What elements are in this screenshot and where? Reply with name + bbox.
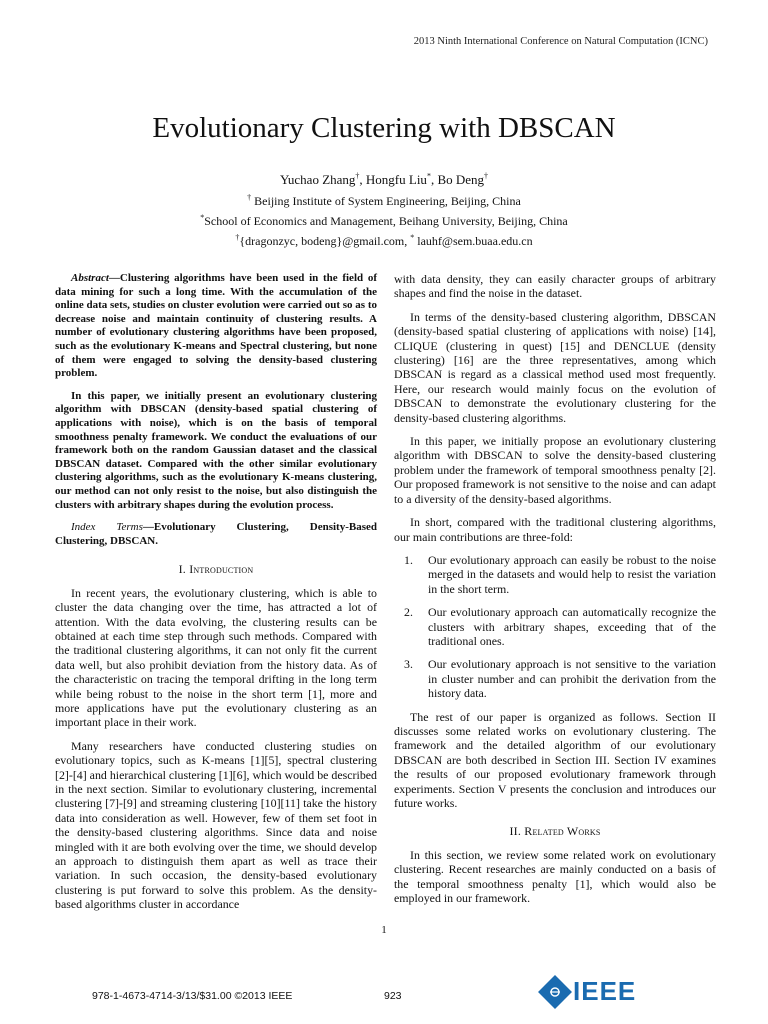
list-item: 3. Our evolutionary approach is not sensitive to the variation in cluster number and can prohibit the derivation from the history data. [404, 657, 716, 701]
body-paragraph: In this section, we review some related work on evolutionary clustering. Recent researches are mainly conducted on a basis of the temporal smoothness penalty [1], which would also be employed in our framework. [394, 847, 716, 906]
abstract-paragraph: Abstract—Clustering algorithms have been used in the field of data mining for such a long time. With the accumulation of the online data sets, studies on cluster evolution were carried out so as to decrease noise and maintain continuity of clustering results. A number of evolutionary clustering algorithms have been proposed, such as the evolutionary K-means and Spectral clustering, but none of them were engaged to solving the density-based clustering problem. [55, 272, 377, 380]
list-item: 2. Our evolutionary approach can automatically recognize the clusters with arbitrary shapes, exceeding that of the traditional ones. [404, 605, 716, 648]
author-name: Yuchao Zhang [279, 172, 356, 187]
section-heading-introduction: I. Introduction [178, 562, 254, 577]
isbn-footer: 978-1-4673-4714-3/13/$31.00 ©2013 IEEE [92, 990, 293, 1002]
list-item: 1. Our evolutionary approach can easily be robust to the noise merged in the datasets and would help to resist the variation in the short term. [404, 552, 716, 596]
proceedings-page-number: 923 [384, 990, 402, 1002]
right-column [394, 272, 716, 914]
affiliation-line: *School of Economics and Management, Beihang University, Beijing, China [200, 213, 568, 228]
index-terms: Index Terms—Evolutionary Clustering, Density-Based Clustering, DBSCAN. [55, 521, 377, 547]
author-name: Bo Deng [437, 172, 485, 187]
page-number: 1 [381, 924, 387, 936]
ieee-diamond-icon [538, 975, 572, 1009]
body-paragraph: In recent years, the evolutionary clustering, which is able to cluster the data changing over the time, has attracted a lot of attention. With the data evolving, the clustering results can be obtained at each time step through such methods. Compared with the traditional clustering algorithms, it can not only fit the current data well, but also prohibit deviation from the history data. As of the characteristic on tracing the temporal drifting in the long term while being robust to the noise in the short term [1], more and more applications have put the evolutionary clustering as an important place in their work. [55, 585, 377, 730]
abstract [55, 272, 377, 512]
author-mark: † [355, 171, 360, 181]
affiliation-line: † Beijing Institute of System Engineering, Beijing, China [247, 193, 521, 208]
abstract-label: Abstract [71, 272, 109, 284]
author-list: Yuchao Zhang†, Hongfu Liu*, Bo Deng† [279, 171, 489, 187]
conference-header: 2013 Ninth International Conference on Natural Computation (ICNC) [413, 36, 708, 47]
ieee-logo-text: IEEE [573, 976, 637, 1006]
body-paragraph: In terms of the density-based clustering algorithm, DBSCAN (density-based spatial clustering of applications with noise) [14], CLIQUE (clustering in quest) [15] and DENCLUE (density clustering) [16] are the three representatives, among which DBSCAN is regard as a classical method used most frequently. Here, our research would mainly focus on the evolution of DBSCAN to demonstrate the evolutionary clustering for the density-based clustering algorithms. [394, 309, 716, 425]
ieee-logo [543, 976, 636, 1007]
body-paragraph: In this paper, we initially propose an evolutionary clustering algorithm with DBSCAN to solve the density-based clustering problem under the framework of temporal smoothness penalty [2]. Our proposed framework is not sensitive to the noise and can adapt to a diversity of the density-based algorithms. [394, 434, 716, 506]
affiliation-block [0, 191, 768, 251]
contribution-list [394, 553, 716, 701]
paper-title: Evolutionary Clustering with DBSCAN [152, 112, 616, 144]
body-paragraph: with data density, they can easily character groups of arbitrary shapes and find the noise in the dataset. [394, 272, 716, 301]
author-name: Hongfu Liu [365, 172, 427, 187]
abstract-paragraph: In this paper, we initially present an evolutionary clustering algorithm with DBSCAN (density-based spatial clustering of applications with noise), which is on the basis of temporal smoothness penalty framework. We conduct the evaluations of our framework both on the random Gaussian dataset and the classical DBSCAN dataset. Compared with the other similar evolutionary clustering algorithms, such as the evolutionary K-means clustering, our method can not only resist to the noise, but also distinguish the clusters with arbitrary shapes during the evolution process. [55, 389, 377, 511]
email-line: †{dragonzyc, bodeng}@gmail.com, * lauhf@sem.buaa.edu.cn [235, 233, 533, 248]
section-heading-related-works: II. Related Works [509, 824, 601, 839]
author-mark: † [484, 171, 489, 181]
author-mark: * [426, 171, 431, 181]
body-paragraph: The rest of our paper is organized as follows. Section II discusses some related works on evolutionary clustering. The framework and the detailed algorithm of our evolutionary DBSCAN are both described in Section III. Section IV examines the results of our proposed evolutionary framework through experiments. Section V presents the conclusion and introduces our future works. [394, 709, 716, 810]
left-column [55, 272, 377, 921]
index-terms-label: Index Terms [71, 521, 143, 534]
body-paragraph: Many researchers have conducted clustering studies on evolutionary topics, such as K-means [1][5], spectral clustering [2]-[4] and hierarchical clustering [1][6], which would be described in the next section. Similar to evolutionary clustering, incremental clustering [7]-[9] and streaming clustering [10][11] take the history data into consideration as well. However, few of them set foot in the density-based clustering algorithms. Since data and noise mingled with it are both evolving over the time, we should develop an approach to distinguish them apart as well as trace their variation. In such occasion, the density-based evolutionary clustering is put forward to solve this problem. As the density-based algorithms cluster in accordance [55, 738, 377, 912]
body-paragraph: In short, compared with the traditional clustering algorithms, our main contributions are three-fold: [394, 515, 716, 544]
